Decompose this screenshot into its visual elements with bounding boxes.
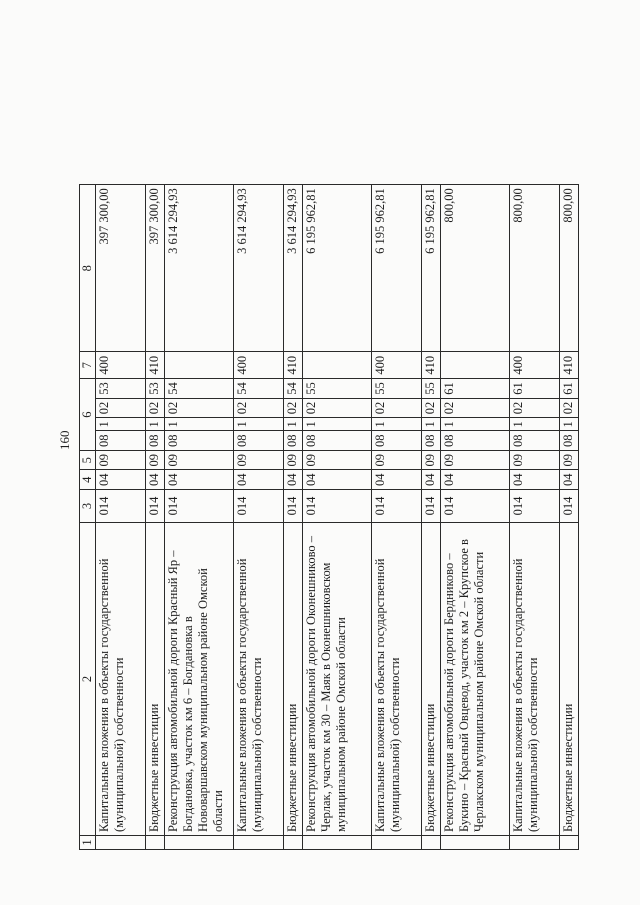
cell: 400	[234, 352, 284, 379]
cell: 61	[441, 379, 510, 399]
cell: 400	[96, 352, 146, 379]
column-header: 6	[80, 379, 96, 451]
cell: 1	[560, 418, 579, 431]
cell: 014	[303, 490, 372, 523]
cell: 08	[422, 431, 441, 451]
table-row	[560, 185, 579, 850]
cell: 02	[303, 398, 372, 418]
cell: 09	[372, 451, 422, 471]
row-label: Реконструкция автомобильной дороги Оконешниково – Черлак, участок км 30 – Маяк в Оконешниковском муниципальном районе Омской области	[303, 523, 372, 836]
cell: 09	[422, 451, 441, 471]
cell: 04	[560, 470, 579, 490]
amount-cell: 6 195 962,81	[372, 185, 422, 352]
page-number: 160	[57, 430, 72, 450]
row-label: Бюджетные инвестиции	[284, 523, 303, 836]
cell: 410	[284, 352, 303, 379]
cell	[96, 836, 146, 850]
amount-cell: 3 614 294,93	[165, 185, 234, 352]
cell: 09	[146, 451, 165, 471]
cell	[284, 836, 303, 850]
cell: 014	[441, 490, 510, 523]
cell: 02	[146, 398, 165, 418]
cell: 014	[422, 490, 441, 523]
column-header: 7	[80, 352, 96, 379]
cell	[510, 836, 560, 850]
cell: 1	[234, 418, 284, 431]
cell: 1	[96, 418, 146, 431]
table-row	[422, 185, 441, 850]
cell	[146, 836, 165, 850]
cell: 014	[96, 490, 146, 523]
cell: 09	[96, 451, 146, 471]
document-sheet	[53, 0, 575, 850]
cell	[372, 836, 422, 850]
table-row	[96, 185, 146, 850]
cell: 08	[560, 431, 579, 451]
cell: 53	[146, 379, 165, 399]
cell	[165, 352, 234, 379]
cell: 09	[441, 451, 510, 471]
row-label: Реконструкция автомобильной дороги Бердниково – Букино – Красный Овцевод, участок км 2 – Крупское в Черлакском муниципальном районе Омской области	[441, 523, 510, 836]
cell: 55	[372, 379, 422, 399]
cell: 09	[284, 451, 303, 471]
cell: 02	[372, 398, 422, 418]
amount-cell: 6 195 962,81	[422, 185, 441, 352]
cell: 02	[510, 398, 560, 418]
cell	[441, 836, 510, 850]
cell: 04	[96, 470, 146, 490]
column-header: 8	[80, 185, 96, 352]
cell: 410	[422, 352, 441, 379]
cell: 02	[165, 398, 234, 418]
cell	[560, 836, 579, 850]
cell: 08	[303, 431, 372, 451]
cell: 61	[560, 379, 579, 399]
amount-cell: 800,00	[560, 185, 579, 352]
cell: 1	[372, 418, 422, 431]
cell	[234, 836, 284, 850]
cell: 1	[284, 418, 303, 431]
cell: 08	[165, 431, 234, 451]
amount-cell: 3 614 294,93	[284, 185, 303, 352]
budget-table	[79, 184, 579, 850]
cell: 014	[165, 490, 234, 523]
cell: 014	[146, 490, 165, 523]
cell: 04	[422, 470, 441, 490]
column-header: 5	[80, 451, 96, 471]
table-row	[234, 185, 284, 850]
cell: 1	[441, 418, 510, 431]
amount-cell: 6 195 962,81	[303, 185, 372, 352]
cell: 53	[96, 379, 146, 399]
cell: 410	[146, 352, 165, 379]
cell: 1	[146, 418, 165, 431]
cell: 04	[146, 470, 165, 490]
table-row	[441, 185, 510, 850]
cell: 08	[96, 431, 146, 451]
amount-cell: 3 614 294,93	[234, 185, 284, 352]
cell: 02	[284, 398, 303, 418]
cell: 08	[372, 431, 422, 451]
cell	[441, 352, 510, 379]
row-label: Капитальные вложения в объекты государственной (муниципальной) собственности	[96, 523, 146, 836]
rotated-page	[53, 0, 575, 850]
column-header: 1	[80, 836, 96, 850]
cell: 09	[165, 451, 234, 471]
cell: 014	[372, 490, 422, 523]
table-row	[146, 185, 165, 850]
cell: 02	[441, 398, 510, 418]
cell: 410	[560, 352, 579, 379]
cell	[303, 352, 372, 379]
cell	[165, 836, 234, 850]
row-label: Бюджетные инвестиции	[146, 523, 165, 836]
cell: 400	[510, 352, 560, 379]
cell: 04	[284, 470, 303, 490]
amount-cell: 800,00	[510, 185, 560, 352]
row-label: Бюджетные инвестиции	[560, 523, 579, 836]
cell: 04	[234, 470, 284, 490]
amount-cell: 397 300,00	[96, 185, 146, 352]
column-header: 2	[80, 523, 96, 836]
cell: 1	[510, 418, 560, 431]
cell: 08	[284, 431, 303, 451]
cell: 54	[284, 379, 303, 399]
row-label: Реконструкция автомобильной дороги Красный Яр – Богдановка, участок км 6 – Богдановка в Нововаршавском муниципальном районе Омской области	[165, 523, 234, 836]
column-header: 4	[80, 470, 96, 490]
cell: 09	[560, 451, 579, 471]
cell: 54	[165, 379, 234, 399]
cell: 09	[510, 451, 560, 471]
cell: 014	[560, 490, 579, 523]
cell: 02	[560, 398, 579, 418]
cell: 014	[234, 490, 284, 523]
cell: 02	[422, 398, 441, 418]
cell: 04	[441, 470, 510, 490]
cell	[422, 836, 441, 850]
table-header-row	[80, 185, 96, 850]
cell: 014	[510, 490, 560, 523]
cell: 1	[165, 418, 234, 431]
cell: 09	[234, 451, 284, 471]
cell: 04	[165, 470, 234, 490]
cell: 08	[234, 431, 284, 451]
table-row	[303, 185, 372, 850]
cell: 1	[422, 418, 441, 431]
table-row	[165, 185, 234, 850]
row-label: Бюджетные инвестиции	[422, 523, 441, 836]
cell	[303, 836, 372, 850]
cell: 04	[303, 470, 372, 490]
amount-cell: 397 300,00	[146, 185, 165, 352]
table-row	[372, 185, 422, 850]
cell: 55	[422, 379, 441, 399]
cell: 02	[96, 398, 146, 418]
cell: 014	[284, 490, 303, 523]
amount-cell: 800,00	[441, 185, 510, 352]
cell: 09	[303, 451, 372, 471]
cell: 08	[441, 431, 510, 451]
cell: 04	[510, 470, 560, 490]
cell: 1	[303, 418, 372, 431]
cell: 04	[372, 470, 422, 490]
cell: 55	[303, 379, 372, 399]
cell: 08	[146, 431, 165, 451]
row-label: Капитальные вложения в объекты государственной (муниципальной) собственности	[234, 523, 284, 836]
table-row	[284, 185, 303, 850]
row-label: Капитальные вложения в объекты государственной (муниципальной) собственности	[372, 523, 422, 836]
row-label: Капитальные вложения в объекты государственной (муниципальной) собственности	[510, 523, 560, 836]
column-header: 3	[80, 490, 96, 523]
cell: 02	[234, 398, 284, 418]
table-row	[510, 185, 560, 850]
cell: 54	[234, 379, 284, 399]
cell: 61	[510, 379, 560, 399]
cell: 08	[510, 431, 560, 451]
cell: 400	[372, 352, 422, 379]
